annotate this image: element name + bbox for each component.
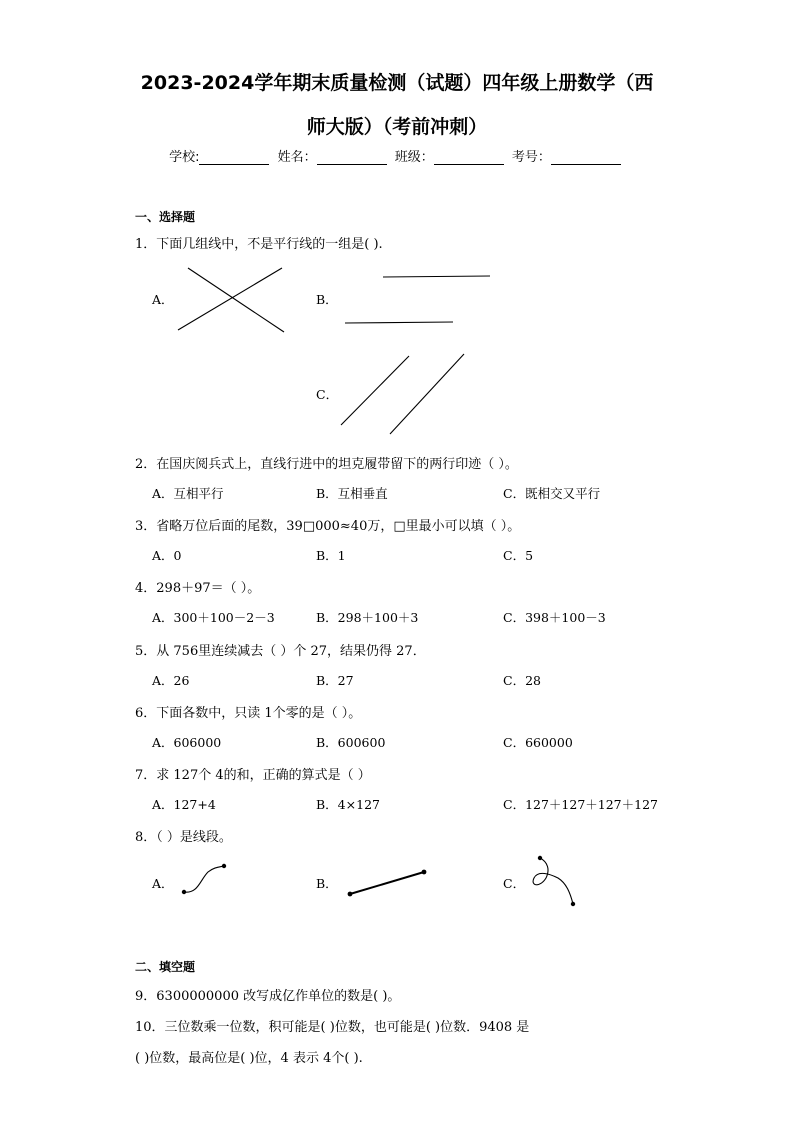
name-label: 姓名： bbox=[277, 150, 317, 165]
q8-figure-a-curve bbox=[178, 860, 233, 900]
q1-option-a-label: A． bbox=[152, 292, 174, 307]
q3-option-c[interactable]: C．5 bbox=[503, 548, 534, 563]
school-label: 学校: bbox=[169, 150, 200, 165]
number-label: 考号： bbox=[511, 150, 551, 165]
question-4: 4．298＋97＝（ ）。 bbox=[135, 581, 261, 596]
q1-figure-c-slanted-parallel-lines bbox=[336, 350, 476, 440]
question-10-continued: ( )位数，最高位是( )位，4 表示 4个( ). bbox=[135, 1051, 363, 1066]
class-label: 班级： bbox=[394, 150, 434, 165]
question-8: 8．（ ）是线段。 bbox=[135, 830, 232, 845]
q7-option-b[interactable]: B．4×127 bbox=[316, 797, 380, 812]
q8-option-a-label: A． bbox=[152, 876, 174, 891]
q4-option-c[interactable]: C．398＋100－3 bbox=[503, 610, 606, 625]
question-7: 7．求 127个 4的和，正确的算式是（ ） bbox=[135, 768, 371, 783]
class-field[interactable] bbox=[434, 150, 504, 165]
question-6: 6．下面各数中，只读 1个零的是（ ）。 bbox=[135, 706, 362, 721]
q8-option-b-label: B． bbox=[316, 876, 338, 891]
q6-option-c[interactable]: C．660000 bbox=[503, 735, 573, 750]
student-info-row bbox=[0, 146, 794, 165]
q3-option-b[interactable]: B．1 bbox=[316, 548, 346, 563]
question-1: 1．下面几组线中，不是平行线的一组是( ). bbox=[135, 237, 383, 252]
q1-figure-a-intersecting-lines bbox=[170, 262, 290, 338]
question-10: 10．三位数乘一位数，积可能是( )位数，也可能是( )位数．9408 是 bbox=[135, 1020, 530, 1035]
q6-option-a[interactable]: A．606000 bbox=[152, 735, 222, 750]
q2-option-a[interactable]: A．互相平行 bbox=[152, 486, 224, 501]
q2-option-c[interactable]: C．既相交又平行 bbox=[503, 486, 601, 501]
section-heading-choice: 一、选择题 bbox=[135, 210, 196, 224]
q4-option-b[interactable]: B．298＋100＋3 bbox=[316, 610, 419, 625]
q6-option-b[interactable]: B．600600 bbox=[316, 735, 386, 750]
page-title-line-2: 师大版）（考前冲刺） bbox=[306, 116, 488, 138]
question-5: 5．从 756里连续减去（ ）个 27，结果仍得 27． bbox=[135, 644, 426, 659]
name-field[interactable] bbox=[317, 150, 387, 165]
q5-option-c[interactable]: C．28 bbox=[503, 673, 541, 688]
page-title-line-1: 2023-2024学年期末质量检测（试题）四年级上册数学（西 bbox=[140, 72, 654, 94]
q8-figure-b-line-segment bbox=[344, 866, 434, 900]
q1-option-b-label: B． bbox=[316, 292, 338, 307]
school-field[interactable] bbox=[199, 150, 269, 165]
q5-option-a[interactable]: A．26 bbox=[152, 673, 190, 688]
q5-option-b[interactable]: B．27 bbox=[316, 673, 354, 688]
q1-option-c-label: C． bbox=[316, 387, 339, 402]
q1-figure-b-parallel-lines bbox=[340, 270, 500, 330]
q8-option-c-label: C． bbox=[503, 876, 526, 891]
section-heading-fill-in: 二、填空题 bbox=[135, 960, 196, 974]
q7-option-c[interactable]: C．127＋127＋127＋127 bbox=[503, 797, 658, 812]
question-9: 9．6300000000 改写成亿作单位的数是( )。 bbox=[135, 989, 401, 1004]
q4-option-a[interactable]: A．300＋100－2－3 bbox=[152, 610, 275, 625]
q2-option-b[interactable]: B．互相垂直 bbox=[316, 486, 388, 501]
number-field[interactable] bbox=[551, 150, 621, 165]
q3-option-a[interactable]: A．0 bbox=[152, 548, 182, 563]
q7-option-a[interactable]: A．127+4 bbox=[152, 797, 216, 812]
question-3: 3．省略万位后面的尾数，39□000≈40万，□里最小可以填（ ）。 bbox=[135, 519, 521, 534]
question-2: 2．在国庆阅兵式上，直线行进中的坦克履带留下的两行印迹（ ）。 bbox=[135, 457, 518, 472]
q8-figure-c-curly-line bbox=[528, 852, 584, 910]
